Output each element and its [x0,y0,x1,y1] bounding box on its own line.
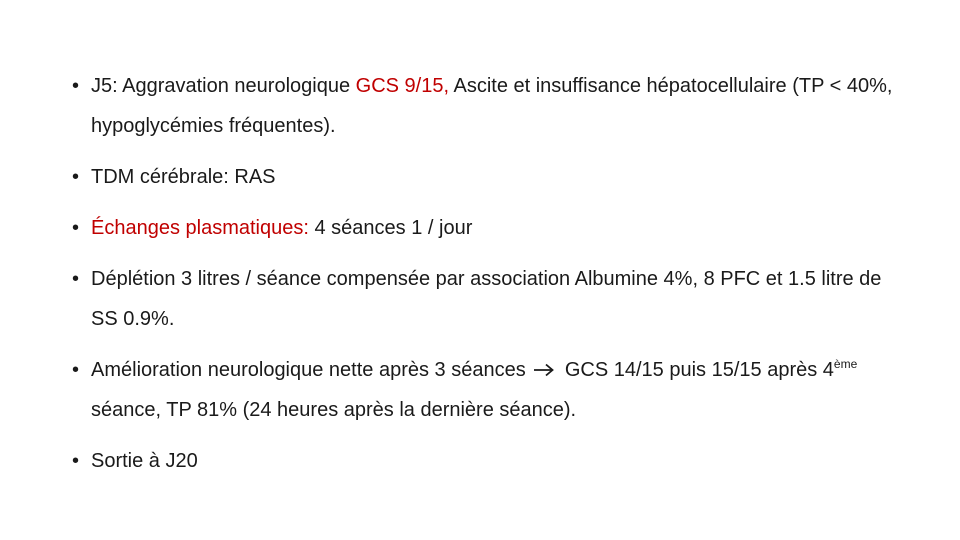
bullet-text: Sortie à J20 [91,450,198,472]
bullet-item-depletion [72,259,912,339]
bullet-text: Ascite et insuffisance hépatocellulaire (TP < 40%, hypoglycémies fréquentes). [91,75,893,137]
bullet-dot: • [72,217,80,239]
bullet-text: 4 séances 1 / jour [308,217,473,239]
bullet-item-echanges [72,208,912,248]
bullet-item-amelioration [72,350,912,430]
bullet-item-sortie [72,441,912,481]
bullet-item-tdm [72,157,912,197]
bullet-text: GCS 14/15 puis 15/15 après 4 [559,359,834,381]
gcs-highlight: GCS 9/15, [355,75,450,97]
bullet-dot: • [72,75,80,97]
bullet-text: séance, TP 81% (24 heures après la dernière séance). [91,399,577,421]
bullet-dot: • [72,268,80,290]
bullet-text: J5: Aggravation neurologique [91,75,356,97]
bullet-dot: • [72,359,80,381]
bullet-list [72,66,912,481]
echanges-highlight: Échanges plasmatiques: [91,217,309,239]
arrow-right-icon [533,363,555,377]
bullet-text: Déplétion 3 litres / séance compensée par association Albumine 4%, 8 PFC et 1.5 litre de SS 0.9%. [91,268,882,330]
bullet-dot: • [72,166,80,188]
bullet-dot: • [72,450,80,472]
bullet-item-j5 [72,66,912,146]
bullet-text: TDM cérébrale: RAS [91,166,276,188]
superscript-eme: ème [833,357,858,371]
bullet-text: Amélioration neurologique nette après 3 séances [91,359,526,381]
